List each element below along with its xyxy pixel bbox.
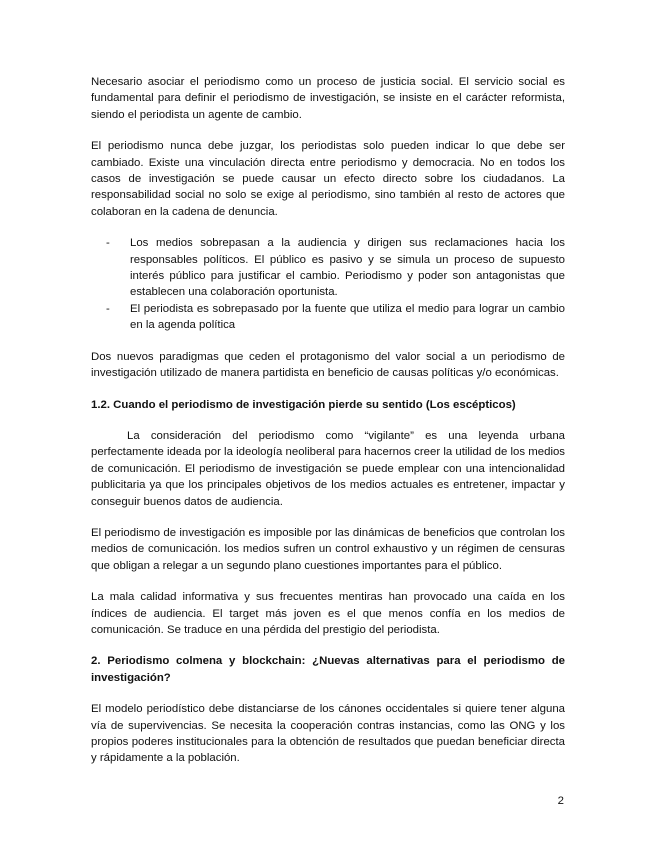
list-item bbox=[91, 301, 565, 334]
bullet-list bbox=[91, 235, 565, 333]
paragraph-vigilante: La consideración del periodismo como “vigilante” es una leyenda urbana perfectamente ideada por la ideología neoliberal para hacernos creer la utilidad de los medios de comunicación. El periodismo de investigación se puede emplear con una intencionalidad publicitaria ya que los principales objetivos de los medios actuales es entretener, impactar y conseguir buenos datos de audiencia. bbox=[91, 429, 565, 508]
paragraph-justicia-social: Necesario asociar el periodismo como un proceso de justicia social. El servicio social es fundamental para definir el periodismo de investigación, se insiste en el carácter reformista, siendo el periodista un agente de cambio. bbox=[91, 76, 565, 121]
list-item-text: Los medios sobrepasan a la audiencia y dirigen sus reclamaciones hacia los responsables políticos. El público es pasivo y se simula un proceso de supuesto interés público para justificar el cambio. Periodismo y poder son antagonistas que establecen una colaboración oportunista. bbox=[130, 237, 565, 299]
section-heading-colmena-blockchain: 2. Periodismo colmena y blockchain: ¿Nuevas alternativas para el periodismo de investigación? bbox=[91, 655, 565, 684]
paragraph-mala-calidad: La mala calidad informativa y sus frecuentes mentiras han provocado una caída en los índices de audiencia. El target más joven es el que menos confía en los medios de comunicación. Se traduce en una pérdida del prestigio del periodista. bbox=[91, 591, 565, 636]
paragraph-periodismo-juzgar: El periodismo nunca debe juzgar, los periodistas solo pueden indicar lo que debe ser cambiado. Existe una vinculación directa entre periodismo y democracia. No en todos los casos de investigación se puede causar un efecto directo sobre los ciudadanos. La responsabilidad social no solo se exige al periodismo, sino también al resto de actores que colaboran en la cadena de denuncia. bbox=[91, 140, 565, 218]
dash-marker: - bbox=[106, 237, 110, 250]
dash-marker: - bbox=[106, 302, 110, 315]
section-heading-escepticos: 1.2. Cuando el periodismo de investigación pierde su sentido (Los escépticos) bbox=[91, 398, 516, 411]
list-item bbox=[91, 235, 565, 301]
paragraph-imposible: El periodismo de investigación es imposible por las dinámicas de beneficios que controlan los medios de comunicación. los medios sufren un control exhaustivo y un régimen de censuras que obligan a relegar a un segundo plano cuestiones importantes para el público. bbox=[91, 526, 565, 572]
paragraph-modelo-periodistico: El modelo periodístico debe distanciarse de los cánones occidentales si quiere tener alguna vía de supervivencias. Se necesita la cooperación contras instancias, como las ONG y los propios poderes institucionales para la obtención de resultados que puedan beneficiar directa y rápidamente a la población. bbox=[91, 703, 565, 765]
page-number: 2 bbox=[557, 795, 564, 807]
paragraph-nuevos-paradigmas: Dos nuevos paradigmas que ceden el protagonismo del valor social a un periodismo de investigación utilizado de manera partidista en beneficio de causas políticas y/o económicas. bbox=[91, 350, 565, 380]
list-item-text: El periodista es sobrepasado por la fuente que utiliza el medio para lograr un cambio en la agenda política bbox=[130, 302, 565, 332]
document-page bbox=[91, 74, 565, 782]
